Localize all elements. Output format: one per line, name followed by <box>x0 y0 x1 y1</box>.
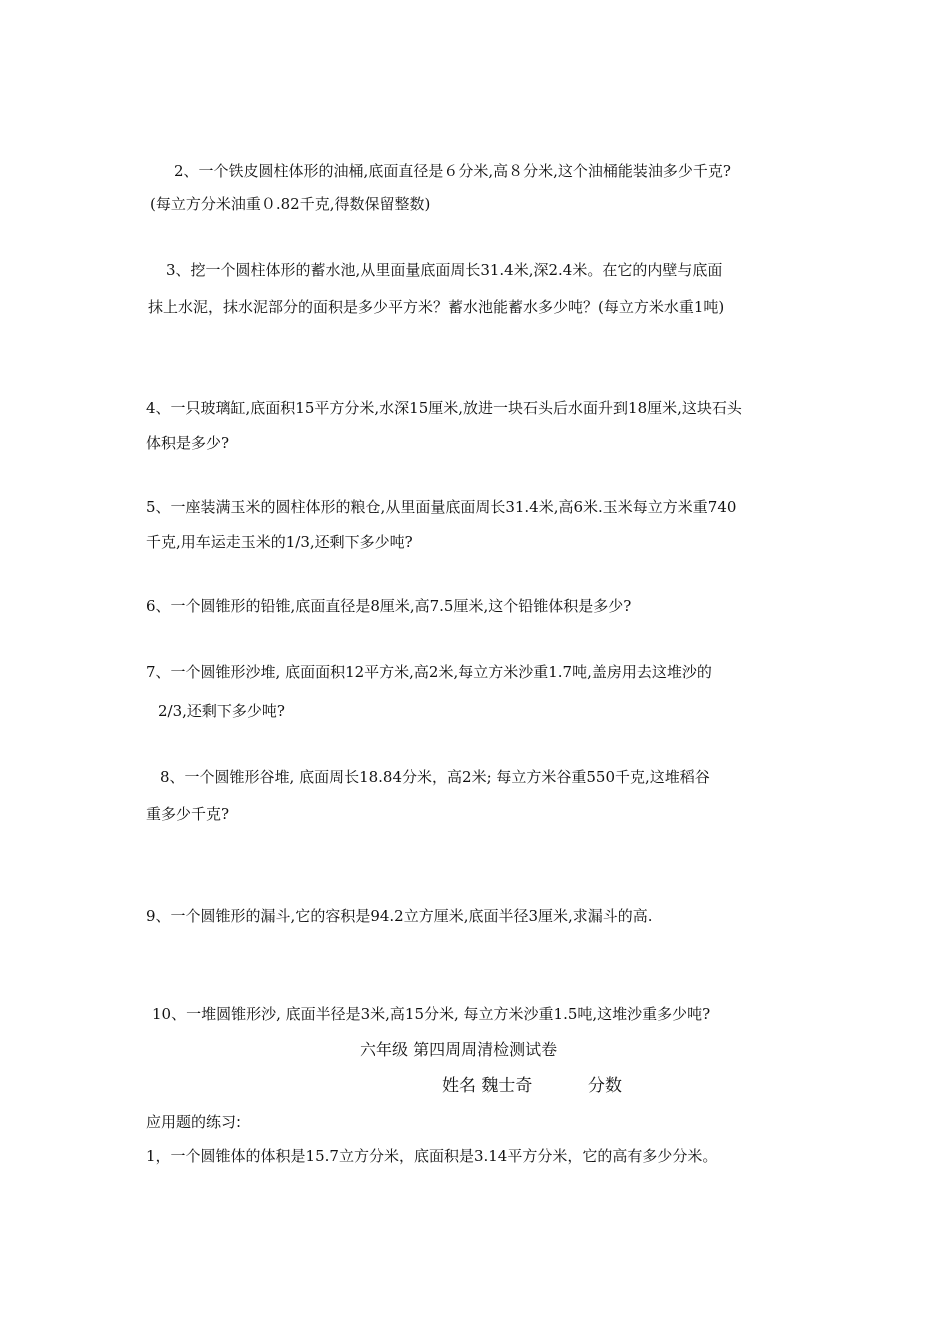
question-8-line-2: 重多少千克? <box>146 805 230 823</box>
student-name-label: 姓名 魏士奇 <box>442 1076 533 1096</box>
question-8-line-1: 8、一个圆锥形谷堆, 底面周长18.84分米，高2米; 每立方米谷重550千克,这堆稻谷 <box>160 768 710 786</box>
question-10-line-1: 10、一堆圆锥形沙, 底面半径是3米,高15分米, 每立方米沙重1.5吨,这堆沙重多少吨? <box>152 1005 711 1023</box>
test-title: 六年级 第四周周清检测试卷 <box>360 1040 558 1059</box>
question-7-line-1: 7、一个圆锥形沙堆, 底面面积12平方米,高2米,每立方米沙重1.7吨,盖房用去这堆沙的 <box>146 663 712 681</box>
question-2-line-1: 2、一个铁皮圆柱体形的油桶,底面直径是６分米,高８分米,这个油桶能装油多少千克? <box>174 162 731 180</box>
question-7-line-2: 2/3,还剩下多少吨? <box>158 702 285 720</box>
question-5-line-2: 千克,用车运走玉米的1/3,还剩下多少吨? <box>146 533 413 551</box>
question-2-line-2: (每立方分米油重０.82千克,得数保留整数) <box>150 195 431 213</box>
question-5-line-1: 5、一座装满玉米的圆柱体形的粮仓,从里面量底面周长31.4米,高6米.玉米每立方米重740 <box>146 498 737 516</box>
question-6-line-1: 6、一个圆锥形的铅锥,底面直径是8厘米,高7.5厘米,这个铅锥体积是多少? <box>146 597 632 615</box>
question-4-line-2: 体积是多少? <box>146 434 230 452</box>
question-3-line-2: 抹上水泥，抹水泥部分的面积是多少平方米？蓄水池能蓄水多少吨？(每立方米水重1吨) <box>148 298 725 316</box>
score-label: 分数 <box>588 1076 622 1096</box>
question-9-line-1: 9、一个圆锥形的漏斗,它的容积是94.2立方厘米,底面半径3厘米,求漏斗的高. <box>146 907 653 925</box>
question-4-line-1: 4、一只玻璃缸,底面积15平方分米,水深15厘米,放进一块石头后水面升到18厘米,这块石头 <box>146 399 742 417</box>
question-3-line-1: 3、挖一个圆柱体形的蓄水池,从里面量底面周长31.4米,深2.4米。在它的内壁与底面 <box>166 261 723 279</box>
section-heading: 应用题的练习: <box>146 1113 242 1131</box>
test-question-1: 1，一个圆锥体的体积是15.7立方分米，底面积是3.14平方分米，它的高有多少分米。 <box>146 1147 718 1165</box>
